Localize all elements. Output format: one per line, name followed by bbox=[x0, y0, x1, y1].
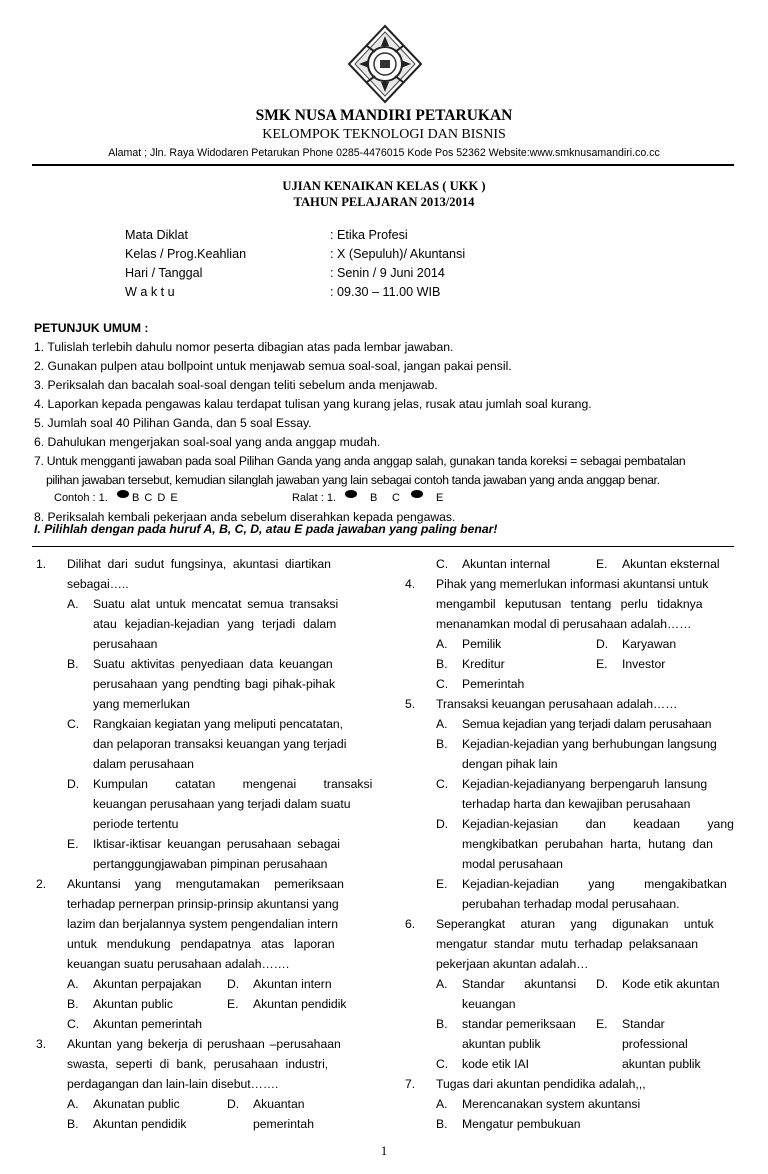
exam-info bbox=[125, 226, 545, 302]
option-a[interactable] bbox=[436, 974, 596, 1014]
option-text: Mengatur pembukuan bbox=[462, 1117, 581, 1131]
info-label: Hari / Tanggal bbox=[125, 266, 203, 280]
option-b[interactable] bbox=[436, 1114, 728, 1134]
info-value: : Senin / 9 Juni 2014 bbox=[330, 266, 445, 280]
filled-dot-icon bbox=[117, 490, 129, 498]
option-text: Akuntan pendidik bbox=[253, 997, 347, 1011]
option-text: Semua kejadian yang terjadi dalam perusahaan bbox=[462, 717, 712, 731]
option-text: kode etik IAI bbox=[462, 1057, 530, 1071]
info-label: W a k t u bbox=[125, 285, 175, 299]
option-text: perubahan terhadap modal perusahaan. bbox=[462, 897, 680, 911]
option-letter: E. bbox=[67, 837, 79, 851]
option-letter: A. bbox=[436, 717, 448, 731]
filled-dot-icon bbox=[411, 490, 423, 498]
option-letter: B. bbox=[436, 1017, 448, 1031]
option-letter: D. bbox=[67, 777, 80, 791]
info-value: : 09.30 – 11.00 WIB bbox=[330, 285, 441, 299]
option-text: Akuntan perpajakan bbox=[93, 977, 202, 991]
option-text: Kode etik akuntan bbox=[622, 977, 720, 991]
option-b[interactable] bbox=[67, 994, 227, 1014]
option-letter: E. bbox=[596, 557, 608, 571]
section-title: I. Pilihlah dengan pada huruf A, B, C, D, atau E pada jawaban yang paling benar! bbox=[34, 522, 498, 536]
option-text: Standar bbox=[622, 1017, 665, 1031]
option-letter: A. bbox=[67, 977, 79, 991]
option-e-cont: akuntan publik bbox=[622, 1057, 701, 1071]
info-value: : Etika Profesi bbox=[330, 228, 408, 242]
option-d[interactable] bbox=[227, 974, 332, 994]
question-2 bbox=[36, 874, 361, 1034]
option-text: professional bbox=[622, 1037, 688, 1051]
option-text: Investor bbox=[622, 657, 666, 671]
question-text: pekerjaan akuntan adalah… bbox=[436, 957, 589, 971]
option-c[interactable] bbox=[67, 714, 372, 774]
option-text: Pemerintah bbox=[462, 677, 525, 691]
info-row-date bbox=[125, 264, 545, 283]
example-ralat-e: E bbox=[436, 492, 444, 504]
school-address: Alamat ; Jln. Raya Widodaren Petarukan Phone 0285-4476015 Kode Pos 52362 Website:www.smknusamandiri.co.cc bbox=[108, 147, 660, 159]
option-letter: C. bbox=[67, 717, 80, 731]
general-instructions bbox=[34, 319, 744, 527]
option-a[interactable] bbox=[67, 594, 372, 654]
exam-year: TAHUN PELAJARAN 2013/2014 bbox=[293, 195, 475, 209]
options-row-b bbox=[67, 1114, 361, 1134]
option-d-cont bbox=[253, 1114, 314, 1134]
option-e[interactable] bbox=[596, 1014, 688, 1054]
school-name: SMK NUSA MANDIRI PETARUKAN bbox=[255, 107, 513, 124]
info-row-class bbox=[125, 245, 545, 264]
option-d[interactable] bbox=[596, 974, 720, 1014]
option-letter: B. bbox=[436, 657, 448, 671]
options-row-ad bbox=[436, 974, 728, 1014]
option-b[interactable] bbox=[436, 1014, 596, 1054]
question-text: sebagai….. bbox=[67, 577, 129, 591]
question-text: Dilihat dari sudut fungsinya, akuntasi diartikan bbox=[67, 557, 331, 571]
option-letter: D. bbox=[436, 817, 449, 831]
option-a[interactable] bbox=[436, 634, 596, 654]
instruction-item-cont: pilihan jawaban tersebut, kemudian silanglah jawaban yang lain sebagai contoh tanda jawaban yang anda anggap benar. bbox=[46, 473, 660, 487]
question-text: swasta, seperti di bank, perusahaan industri, bbox=[67, 1057, 329, 1071]
instruction-item: 7. Untuk mengganti jawaban pada soal Pilihan Ganda yang anda anggap salah, gunakan tanda koreksi = sebagai pembatalan bbox=[34, 454, 686, 468]
option-letter: B. bbox=[67, 1117, 79, 1131]
option-a[interactable] bbox=[436, 1094, 728, 1114]
option-c[interactable] bbox=[436, 774, 734, 814]
option-text: akuntan publik bbox=[462, 1037, 541, 1051]
filled-dot-icon bbox=[345, 490, 357, 498]
option-letter: E. bbox=[227, 997, 239, 1011]
question-text: Akuntansi yang mengutamakan pemeriksaan bbox=[67, 877, 344, 891]
option-text: Standar akuntansi bbox=[462, 977, 577, 991]
options-row-c bbox=[436, 1054, 728, 1074]
info-value: : X (Sepuluh)/ Akuntansi bbox=[330, 247, 466, 261]
question-7 bbox=[405, 1074, 728, 1134]
question-text: Tugas dari akuntan pendidika adalah,,, bbox=[436, 1077, 646, 1091]
option-letter: D. bbox=[227, 1097, 240, 1111]
example-ralat-label: Ralat : 1. bbox=[292, 492, 337, 504]
option-letter: C. bbox=[436, 677, 449, 691]
option-text: Pemilik bbox=[462, 637, 502, 651]
option-letter: A. bbox=[436, 1097, 448, 1111]
question-number: 5. bbox=[405, 697, 416, 711]
option-text: keuangan perusahaan yang terjadi dalam suatu bbox=[93, 797, 351, 811]
instruction-item: 3. Periksalah dan bacalah soal-soal dengan teliti sebelum anda menjawab. bbox=[34, 378, 438, 392]
option-text: Kejadian-kejadian yang berhubungan langsung bbox=[462, 737, 717, 751]
question-3 bbox=[36, 1034, 361, 1134]
questions-right-column bbox=[405, 554, 734, 1134]
question-number: 1. bbox=[36, 557, 47, 571]
question-text: menanamkan modal di perusahaan adalah…… bbox=[436, 617, 692, 631]
option-text: standar pemeriksaan bbox=[462, 1017, 576, 1031]
header-divider bbox=[32, 164, 734, 166]
option-letter: D. bbox=[596, 637, 609, 651]
question-number: 6. bbox=[405, 917, 416, 931]
option-text: Rangkaian kegiatan yang meliputi pencatatan, bbox=[93, 717, 344, 731]
option-text: Merencanakan system akuntansi bbox=[462, 1097, 641, 1111]
option-e[interactable] bbox=[227, 994, 347, 1014]
example-ralat-c: C bbox=[392, 492, 400, 504]
example-contoh-label: Contoh : 1. bbox=[54, 492, 108, 504]
option-letter: C. bbox=[436, 557, 449, 571]
option-text: Kumpulan catatan mengenai transaksi bbox=[93, 777, 373, 791]
option-e[interactable] bbox=[436, 874, 734, 914]
question-1 bbox=[36, 554, 373, 874]
question-text: mengambil keputusan tentang perlu tidaknya bbox=[436, 597, 703, 611]
exam-title: UJIAN KENAIKAN KELAS ( UKK ) bbox=[282, 179, 486, 193]
option-text: atau kejadian-kejadian yang terjadi dalam bbox=[93, 617, 337, 631]
option-letter: D. bbox=[227, 977, 240, 991]
option-d[interactable] bbox=[596, 634, 676, 654]
option-e[interactable] bbox=[67, 834, 372, 874]
options-row-ad bbox=[436, 634, 728, 654]
options-row-be bbox=[436, 654, 728, 674]
info-row-time bbox=[125, 283, 545, 302]
option-text: Akuntan eksternal bbox=[622, 557, 720, 571]
option-text: Akuntan internal bbox=[462, 557, 551, 571]
option-text: Akuntan public bbox=[93, 997, 173, 1011]
option-c[interactable] bbox=[436, 554, 596, 574]
info-label: Kelas / Prog.Keahlian bbox=[125, 247, 247, 261]
option-text: pemerintah bbox=[253, 1117, 314, 1131]
instruction-item: 4. Laporkan kepada pengawas kalau terdapat tulisan yang kurang jelas, rusak atau jumlah soal kurang. bbox=[34, 397, 592, 411]
options-row-be bbox=[67, 994, 361, 1014]
option-letter: B. bbox=[436, 737, 448, 751]
question-3-cont bbox=[405, 554, 728, 574]
option-letter: A. bbox=[67, 1097, 79, 1111]
question-text: Transaksi keuangan perusahaan adalah…… bbox=[436, 697, 678, 711]
option-text: terhadap harta dan kewajiban perusahaan bbox=[462, 797, 691, 811]
option-text: Kejadian-kejasian dan keadaan yang bbox=[462, 817, 734, 831]
option-text: Kejadian-kejadianyang berpengaruh lansung bbox=[462, 777, 708, 791]
instruction-item: 5. Jumlah soal 40 Pilihan Ganda, dan 5 soal Essay. bbox=[34, 416, 312, 430]
question-text: mengatur standar mutu terhadap pelaksanaan bbox=[436, 937, 699, 951]
options-row-c bbox=[436, 674, 728, 694]
option-letter: E. bbox=[436, 877, 448, 891]
question-5 bbox=[405, 694, 734, 914]
option-letter: E. bbox=[596, 1017, 608, 1031]
option-letter: A. bbox=[67, 597, 79, 611]
question-number: 3. bbox=[36, 1037, 47, 1051]
option-d[interactable] bbox=[67, 774, 372, 834]
question-text: keuangan suatu perusahaan adalah……. bbox=[67, 957, 290, 971]
option-text: perusahaan yang pendting bagi pihak-pihak bbox=[93, 677, 336, 691]
instructions-heading: PETUNJUK UMUM : bbox=[34, 321, 149, 335]
question-text: lazim dan berjalannya system pengendalian intern bbox=[67, 917, 338, 931]
option-text: yang memerlukan bbox=[93, 697, 190, 711]
option-text: Karyawan bbox=[622, 637, 677, 651]
answer-example bbox=[34, 490, 744, 506]
options-row-ad bbox=[67, 974, 361, 994]
question-number: 4. bbox=[405, 577, 416, 591]
option-text: modal perusahaan bbox=[462, 857, 563, 871]
option-a[interactable] bbox=[67, 1094, 227, 1114]
section-divider bbox=[32, 546, 734, 547]
instruction-item: 2. Gunakan pulpen atau bollpoint untuk menjawab semua soal-soal, jangan pakai pensil. bbox=[34, 359, 512, 373]
option-d[interactable] bbox=[436, 814, 734, 874]
option-text: Akuantan bbox=[253, 1097, 305, 1111]
option-letter: C. bbox=[436, 777, 449, 791]
instruction-item: 8. Periksalah kembali pekerjaan anda sebelum diserahkan kepada pengawas. bbox=[34, 510, 456, 524]
option-letter: B. bbox=[67, 997, 79, 1011]
option-letter: A. bbox=[436, 977, 448, 991]
option-text: Kejadian-kejadian yang mengakibatkan bbox=[462, 877, 727, 891]
option-letter: C. bbox=[67, 1017, 80, 1031]
option-text: perusahaan bbox=[93, 637, 158, 651]
question-text: Seperangkat aturan yang digunakan untuk bbox=[436, 917, 714, 931]
question-text: Akuntan yang bekerja di perushaan –perusahaan bbox=[67, 1037, 341, 1051]
option-text: Akuntan intern bbox=[253, 977, 332, 991]
option-c[interactable] bbox=[436, 674, 524, 694]
question-4 bbox=[405, 574, 728, 694]
option-letter: A. bbox=[436, 637, 448, 651]
option-text: dan pelaporan transaksi keuangan yang terjadi bbox=[93, 737, 347, 751]
option-c[interactable] bbox=[67, 1014, 202, 1034]
option-text: Iktisar-iktisar keuangan perusahaan sebagai bbox=[93, 837, 340, 851]
options-row-c bbox=[67, 1014, 361, 1034]
option-d[interactable] bbox=[227, 1094, 305, 1114]
option-e[interactable] bbox=[596, 654, 665, 674]
info-row-subject bbox=[125, 226, 545, 245]
option-text: Akuntan pemerintah bbox=[93, 1017, 203, 1031]
option-text: keuangan bbox=[462, 997, 516, 1011]
options-row-ad bbox=[67, 1094, 361, 1114]
question-number: 2. bbox=[36, 877, 47, 891]
options-row-be bbox=[436, 1014, 728, 1054]
questions-left-column bbox=[36, 554, 373, 1134]
instruction-item: 1. Tulislah terlebih dahulu nomor peserta dibagian atas pada lembar jawaban. bbox=[34, 340, 454, 354]
option-text: Kreditur bbox=[462, 657, 505, 671]
option-b[interactable] bbox=[436, 734, 734, 774]
instruction-item: 6. Dahulukan mengerjakan soal-soal yang anda anggap mudah. bbox=[34, 435, 381, 449]
option-a[interactable] bbox=[67, 974, 227, 994]
option-text: Akunatan public bbox=[93, 1097, 180, 1111]
school-logo bbox=[345, 24, 425, 104]
info-label: Mata Diklat bbox=[125, 228, 188, 242]
question-text: untuk mendukung pendapatnya atas laporan bbox=[67, 937, 335, 951]
option-text: Akuntan pendidik bbox=[93, 1117, 187, 1131]
option-letter: C. bbox=[436, 1057, 449, 1071]
school-group: KELOMPOK TEKNOLOGI DAN BISNIS bbox=[262, 127, 506, 142]
example-ralat-b: B bbox=[370, 492, 378, 504]
option-letter: B. bbox=[67, 657, 79, 671]
option-text: dengan pihak lain bbox=[462, 757, 558, 771]
question-6 bbox=[405, 914, 728, 1074]
option-text: pertanggungjawaban pimpinan perusahaan bbox=[93, 857, 328, 871]
option-e[interactable] bbox=[596, 554, 720, 574]
option-letter: B. bbox=[436, 1117, 448, 1131]
option-text: Suatu aktivitas penyediaan data keuangan bbox=[93, 657, 333, 671]
page-number: 1 bbox=[380, 1143, 388, 1158]
question-text: Pihak yang memerlukan informasi akuntansi untuk bbox=[436, 577, 709, 591]
option-text: Suatu alat untuk mencatat semua transaksi bbox=[93, 597, 339, 611]
option-b[interactable] bbox=[67, 654, 372, 714]
option-text: mengkibatkan perubahan harta, hutang dan bbox=[462, 837, 713, 851]
option-letter: D. bbox=[596, 977, 609, 991]
option-b[interactable] bbox=[436, 654, 596, 674]
option-text: dalam perusahaan bbox=[93, 757, 194, 771]
option-c[interactable] bbox=[436, 1054, 622, 1074]
option-letter: E. bbox=[596, 657, 608, 671]
question-number: 7. bbox=[405, 1077, 416, 1091]
question-text: perdagangan dan lain-lain disebut……. bbox=[67, 1077, 279, 1091]
question-text: terhadap pernerpan prinsip-prinsip akuntansi yang bbox=[67, 897, 339, 911]
option-text: periode tertentu bbox=[93, 817, 179, 831]
example-contoh-letters: B C D E bbox=[132, 492, 179, 504]
option-b[interactable] bbox=[67, 1114, 253, 1134]
options-row-ce bbox=[436, 554, 728, 574]
option-a[interactable] bbox=[436, 714, 734, 734]
